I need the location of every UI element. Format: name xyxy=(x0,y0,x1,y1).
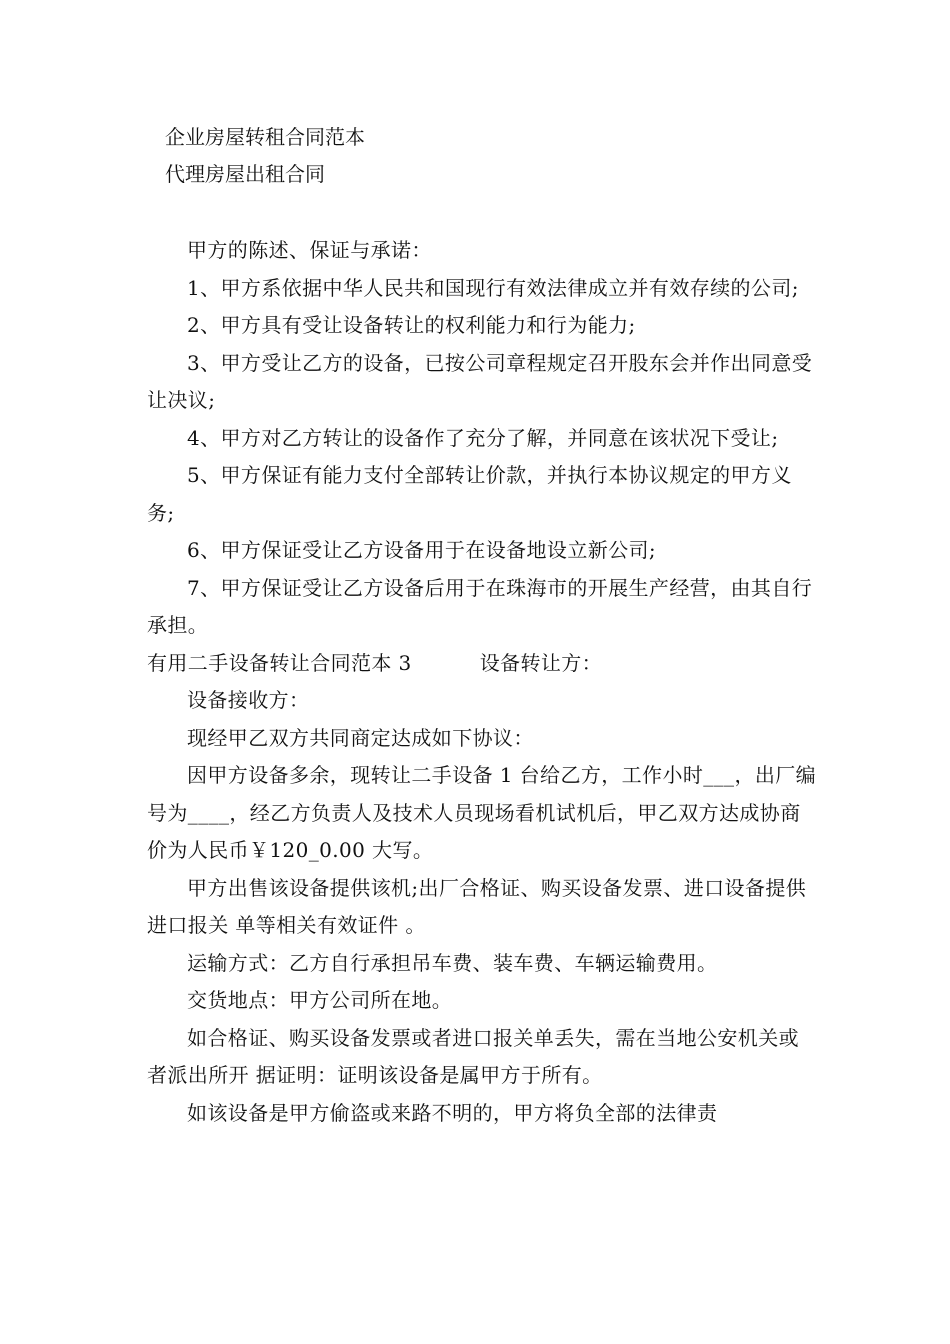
paragraph-statement-heading: 甲方的陈述、保证与承诺： xyxy=(187,238,432,262)
section-heading xyxy=(147,645,817,683)
document-title: 企业房屋转租合同范本 xyxy=(165,125,365,149)
paragraph-receiver: 设备接收方： xyxy=(187,688,310,712)
paragraph-item-4: 4、甲方对乙方转让的设备作了充分了解，并同意在该状况下受让; xyxy=(187,425,779,450)
section-title: 有用二手设备转让合同范本 3 xyxy=(147,650,412,675)
paragraph-item-2: 2、甲方具有受让设备转让的权利能力和行为能力; xyxy=(187,313,636,337)
paragraph-item-5: 5、甲方保证有能力支付全部转让价款，并执行本协议规定的甲方义务; xyxy=(147,463,792,525)
paragraph-item-6: 6、甲方保证受让乙方设备用于在设备地设立新公司; xyxy=(187,538,657,562)
document-subtitle: 代理房屋出租合同 xyxy=(165,162,325,186)
paragraph-transport: 运输方式：乙方自行承担吊车费、装车费、车辆运输费用。 xyxy=(187,950,718,975)
paragraph-liability: 如该设备是甲方偷盗或来路不明的，甲方将负全部的法律责 xyxy=(187,1100,718,1125)
paragraph-transfer-terms: 因甲方设备多余，现转让二手设备 1 台给乙方，工作小时___，出厂编号为____，经乙方负责人及技术人员现场看机试机后，甲乙双方达成协商价为人民币￥120_0.00 大写。 xyxy=(147,763,817,862)
paragraph-item-7: 7、甲方保证受让乙方设备后用于在珠海市的开展生产经营，由其自行承担。 xyxy=(147,575,813,637)
document-body xyxy=(147,232,817,1132)
transferor-label: 设备转让方： xyxy=(479,650,603,675)
paragraph-documents: 甲方出售该设备提供该机;出厂合格证、购买设备发票、进口设备提供进口报关 单等相关有效证件 。 xyxy=(147,875,807,937)
paragraph-delivery: 交货地点：甲方公司所在地。 xyxy=(187,988,453,1012)
paragraph-agreement: 现经甲乙双方共同商定达成如下协议： xyxy=(187,725,534,750)
paragraph-item-3: 3、甲方受让乙方的设备，已按公司章程规定召开股东会并作出同意受让决议; xyxy=(147,350,813,412)
paragraph-item-1: 1、甲方系依据中华人民共和国现行有效法律成立并有效存续的公司; xyxy=(187,275,799,300)
paragraph-lost-certificates: 如合格证、购买设备发票或者进口报关单丢失，需在当地公安机关或者派出所开 据证明：证明该设备是属甲方于所有。 xyxy=(147,1025,799,1087)
